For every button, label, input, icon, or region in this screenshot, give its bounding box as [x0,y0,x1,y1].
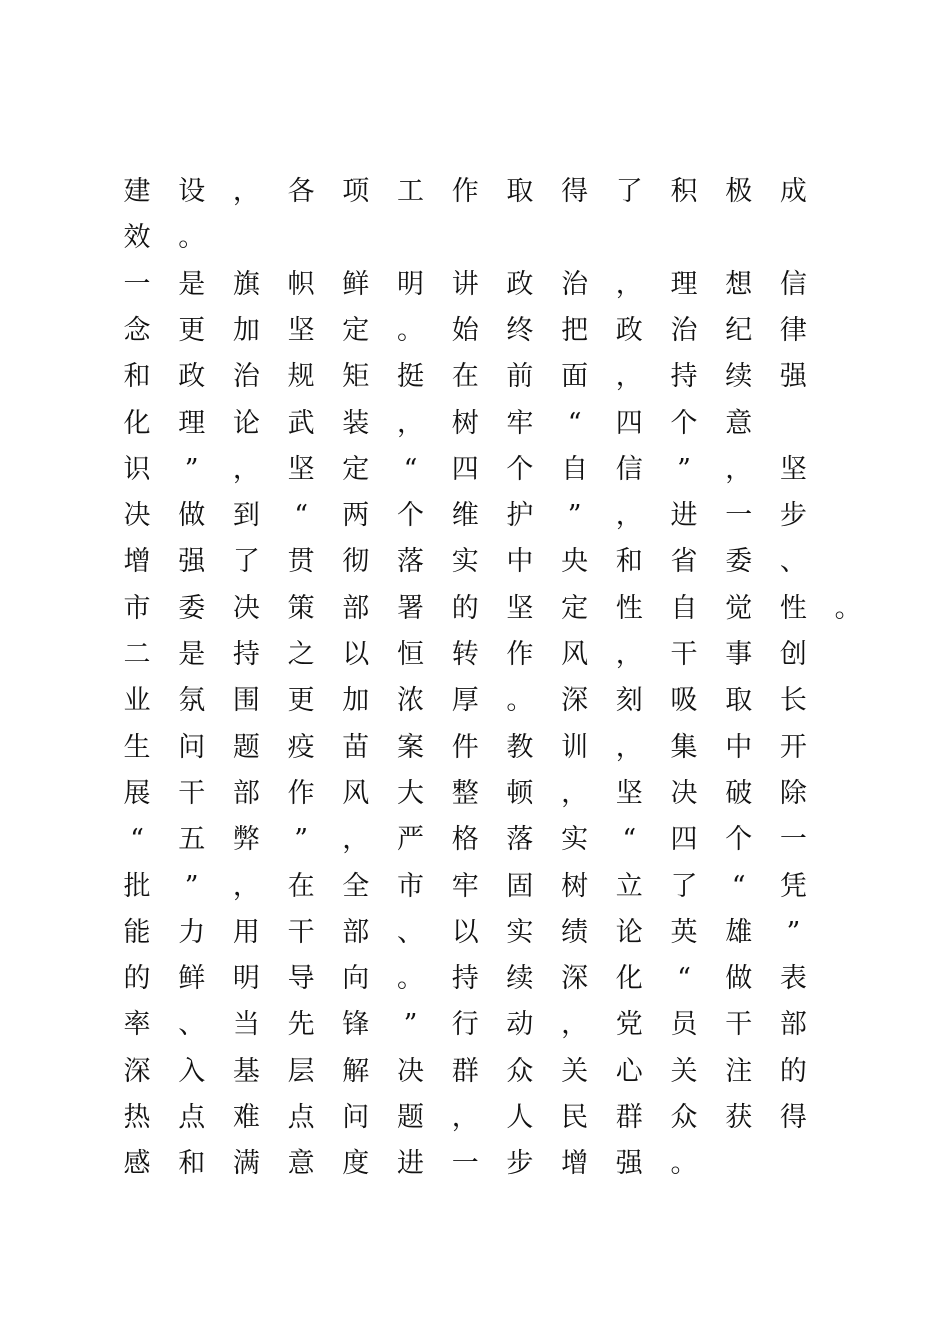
glyph: 到 [232,500,260,532]
glyph: 定 [342,314,370,346]
glyph: 向 [342,963,370,995]
glyph: 两 [342,500,370,532]
glyph: 作 [506,639,534,670]
glyph: 定 [342,453,370,485]
glyph: ， [725,453,753,485]
glyph: 深 [561,685,589,717]
glyph: 五 [178,824,206,856]
glyph: 深 [123,1055,151,1087]
glyph: 律 [779,314,807,346]
glyph: 意 [287,1148,315,1180]
glyph: 纪 [725,314,753,346]
glyph: 全 [342,870,370,902]
glyph: 信 [779,268,807,300]
glyph: 取 [506,176,534,207]
glyph: 四 [615,407,643,439]
glyph: 了 [615,176,643,207]
glyph: 开 [779,731,807,763]
text-line [0,169,950,215]
glyph: 坚 [615,777,643,809]
glyph: 刻 [615,685,643,717]
glyph: 决 [397,1055,424,1087]
glyph: 明 [232,963,260,995]
glyph: 员 [670,1009,698,1041]
glyph: 鲜 [178,963,206,995]
glyph: 坚 [287,453,315,485]
glyph: 策 [287,592,315,624]
glyph: 成 [779,176,807,207]
glyph: 意 [725,407,753,439]
glyph: ， [615,731,643,763]
glyph: 四 [670,824,698,856]
glyph: 题 [232,731,260,763]
glyph: 进 [670,500,698,532]
glyph: 度 [342,1148,370,1180]
glyph: 氛 [178,685,206,717]
glyph: 党 [615,1009,643,1041]
glyph: 强 [178,546,206,578]
glyph: 治 [670,314,698,346]
glyph: 论 [232,407,260,439]
glyph: 。 [670,1148,698,1180]
glyph: 和 [615,546,643,578]
glyph: 实 [561,824,589,856]
glyph: 和 [123,361,151,393]
glyph: ， [232,870,260,902]
glyph: 得 [561,176,589,207]
glyph: 个 [397,500,424,532]
glyph: 定 [561,592,589,624]
glyph: “ [130,824,144,856]
glyph: 题 [397,1102,424,1133]
glyph: 把 [561,314,589,346]
glyph: 做 [725,963,753,995]
glyph: 挺 [397,361,424,393]
glyph: 取 [725,685,753,717]
glyph: 集 [670,731,698,763]
glyph: 自 [670,592,698,624]
glyph: ” [786,916,801,948]
text-line [0,1002,950,1048]
glyph: ， [615,639,643,670]
glyph: 训 [561,731,589,763]
glyph: 强 [779,361,807,393]
glyph: 围 [232,685,260,717]
glyph: 牢 [451,870,479,902]
glyph: 步 [506,1148,534,1180]
glyph: 武 [287,407,315,439]
glyph: 论 [615,916,643,948]
text-line [0,1141,950,1187]
glyph: 化 [123,407,151,439]
glyph: 前 [506,361,534,393]
glyph: 转 [451,639,479,670]
glyph: 群 [451,1055,479,1087]
text-line [0,725,950,771]
glyph: 在 [451,361,479,393]
glyph: 旗 [232,268,260,300]
glyph: 个 [725,824,753,856]
glyph: ， [561,1009,589,1041]
glyph: 在 [287,870,315,902]
glyph: 个 [670,407,698,439]
glyph: 做 [178,500,206,532]
glyph: 想 [725,268,753,300]
glyph: 作 [451,176,479,207]
glyph: 市 [123,592,151,624]
text-line [0,308,950,354]
glyph: 持 [670,361,698,393]
glyph: 长 [779,685,807,717]
text-line [0,447,950,493]
glyph: ， [232,453,260,485]
glyph: 讲 [451,268,479,300]
glyph: 装 [342,407,370,439]
glyph: 积 [670,176,698,207]
glyph: 的 [779,1055,807,1087]
glyph: 当 [232,1009,260,1041]
glyph: 率 [123,1009,151,1041]
glyph: 以 [451,916,479,948]
glyph: 层 [287,1055,315,1087]
glyph: 部 [342,916,370,948]
glyph: 四 [451,453,479,485]
glyph: 大 [397,777,424,809]
glyph: 创 [779,639,807,670]
glyph: ” [677,453,691,485]
glyph: 人 [506,1102,534,1133]
glyph: 问 [342,1102,370,1133]
glyph: 部 [342,592,370,624]
glyph: 自 [561,453,589,485]
glyph: 落 [397,546,424,578]
glyph: 疫 [287,731,315,763]
glyph: 理 [670,268,698,300]
glyph: 二 [123,639,151,670]
glyph: 各 [287,176,315,207]
glyph: 难 [232,1102,260,1133]
glyph: 厚 [451,685,479,717]
glyph: 感 [123,1148,151,1180]
glyph: 维 [451,500,479,532]
glyph: 固 [506,870,534,902]
glyph: 风 [561,639,589,670]
glyph: “ [677,963,691,995]
text-line [0,215,950,261]
glyph: 动 [506,1009,534,1041]
glyph: 吸 [670,685,698,717]
glyph: 实 [506,916,534,948]
glyph: 先 [287,1009,315,1041]
glyph: 省 [670,546,698,578]
glyph: 了 [232,546,260,578]
glyph: 件 [451,731,479,763]
glyph: 信 [615,453,643,485]
glyph: ” [184,870,199,902]
glyph: 部 [232,777,260,809]
glyph: 化 [615,963,643,995]
glyph: 严 [397,824,424,856]
glyph: 教 [506,731,534,763]
glyph: 落 [506,824,534,856]
glyph: 关 [561,1055,589,1087]
glyph: 护 [506,500,534,532]
glyph: 持 [232,639,260,670]
glyph: 是 [178,639,206,670]
glyph: 市 [397,870,424,902]
text-line [0,956,950,1002]
text-line [0,493,950,539]
glyph: 心 [615,1055,643,1087]
glyph: 。 [506,685,534,717]
glyph: 群 [615,1102,643,1133]
glyph: 。 [397,963,424,995]
text-line [0,817,950,863]
glyph: 项 [342,176,370,207]
glyph: 进 [397,1148,424,1180]
glyph: 英 [670,916,698,948]
glyph: 理 [178,407,206,439]
glyph: 获 [725,1102,753,1133]
text-line [0,539,950,585]
glyph: 顿 [506,777,534,809]
glyph: 干 [670,639,698,670]
glyph: 建 [123,176,151,207]
glyph: 树 [451,407,479,439]
glyph: 雄 [725,916,753,948]
glyph: “ [731,870,746,902]
glyph: 效 [123,222,151,254]
glyph: 强 [615,1148,643,1180]
glyph: 治 [232,361,260,393]
glyph: 问 [178,731,206,763]
glyph: 政 [615,314,643,346]
glyph: 展 [123,777,151,809]
glyph: “ [622,824,637,856]
glyph: 明 [397,268,424,300]
glyph: ， [561,777,589,809]
text-line [0,678,950,724]
glyph: 破 [725,777,753,809]
glyph: 规 [287,361,315,393]
glyph: 整 [451,777,479,809]
text-line [0,1095,950,1141]
text-line [0,910,950,956]
glyph: 导 [287,963,315,995]
glyph: 树 [561,870,589,902]
glyph: 能 [123,916,151,948]
glyph: 增 [123,546,151,578]
glyph: ， [615,268,643,300]
glyph: 持 [451,963,479,995]
glyph: 续 [725,361,753,393]
glyph: 的 [123,963,151,995]
glyph: 浓 [397,685,424,717]
glyph: 央 [561,546,589,578]
glyph: 事 [725,639,753,670]
glyph: 了 [670,870,698,902]
glyph: 关 [670,1055,698,1087]
glyph: 苗 [342,731,370,763]
glyph: 决 [232,592,260,624]
glyph: 众 [506,1055,534,1087]
glyph: 干 [725,1009,753,1041]
glyph: 锋 [342,1009,370,1041]
glyph: ， [232,176,260,207]
glyph: 政 [178,361,206,393]
glyph: 民 [561,1102,589,1133]
glyph: 众 [670,1102,698,1133]
glyph: “ [294,500,308,532]
glyph: 以 [342,639,370,670]
glyph: “ [403,453,418,485]
glyph: 热 [123,1102,151,1133]
glyph: ” [403,1009,418,1041]
glyph: ， [615,361,643,393]
glyph: 恒 [397,639,424,670]
glyph: 一 [451,1148,479,1180]
text-line [0,1049,950,1095]
glyph: 的 [451,592,479,624]
text-line [0,401,950,447]
glyph: 委 [725,546,753,578]
glyph: ， [342,824,370,856]
glyph: 更 [287,685,315,717]
glyph: 。 [834,592,862,624]
glyph: 是 [178,268,206,300]
glyph: 作 [287,777,315,809]
glyph: 风 [342,777,370,809]
glyph: 性 [615,592,643,624]
text-line [0,586,950,632]
text-line [0,354,950,400]
glyph: 面 [561,361,589,393]
glyph: 中 [725,731,753,763]
glyph: 干 [178,777,206,809]
glyph: 之 [287,639,315,670]
glyph: 入 [178,1055,206,1087]
glyph: 点 [178,1102,206,1133]
text-line [0,771,950,817]
glyph: 、 [178,1009,206,1041]
glyph: 性 [779,592,807,624]
glyph: ” [567,500,582,532]
glyph: 案 [397,731,424,763]
glyph: 点 [287,1102,315,1133]
glyph: 署 [397,592,424,624]
glyph: 一 [123,268,151,300]
glyph: 牢 [506,407,534,439]
glyph: 更 [178,314,206,346]
glyph: 基 [232,1055,260,1087]
glyph: ， [397,407,424,439]
glyph: 帜 [287,268,315,300]
glyph: 政 [506,268,534,300]
text-line [0,864,950,910]
glyph: 委 [178,592,206,624]
glyph: 决 [670,777,698,809]
glyph: 干 [287,916,315,948]
glyph: 得 [779,1102,807,1133]
glyph: “ [567,407,582,439]
glyph: 续 [506,963,534,995]
glyph: 决 [123,500,151,532]
glyph: 业 [123,685,151,717]
glyph: 力 [178,916,206,948]
glyph: 表 [779,963,807,995]
glyph: 始 [451,314,479,346]
glyph: ” [184,453,199,485]
glyph: 工 [397,176,424,207]
glyph: 注 [725,1055,753,1087]
glyph: 生 [123,731,151,763]
glyph: ” [294,824,308,856]
glyph: 、 [779,546,807,578]
glyph: 彻 [342,546,370,578]
glyph: 立 [615,870,643,902]
glyph: 极 [725,176,753,207]
glyph: 念 [123,314,151,346]
glyph: 加 [232,314,260,346]
glyph: 坚 [287,314,315,346]
glyph: 一 [725,500,753,532]
glyph: 凭 [779,870,807,902]
glyph: 增 [561,1148,589,1180]
glyph: 个 [506,453,534,485]
glyph: ， [451,1102,479,1133]
glyph: 识 [123,453,151,485]
glyph: 设 [178,176,206,207]
glyph: 和 [178,1148,206,1180]
glyph: 深 [561,963,589,995]
glyph: 中 [506,546,534,578]
glyph: 坚 [779,453,807,485]
glyph: 加 [342,685,370,717]
glyph: ， [615,500,643,532]
glyph: 部 [779,1009,807,1041]
glyph: 矩 [342,361,370,393]
glyph: 格 [451,824,479,856]
glyph: 。 [397,314,424,346]
glyph: 一 [779,824,807,856]
glyph: 治 [561,268,589,300]
glyph: 。 [178,222,206,254]
glyph: 弊 [232,824,260,856]
glyph: 批 [123,870,151,902]
glyph: 、 [397,916,424,948]
glyph: 贯 [287,546,315,578]
glyph: 实 [451,546,479,578]
glyph: 用 [232,916,260,948]
glyph: 觉 [725,592,753,624]
glyph: 步 [779,500,807,532]
glyph: 终 [506,314,534,346]
text-line [0,632,950,678]
glyph: 满 [232,1148,260,1180]
glyph: 绩 [561,916,589,948]
text-line [0,262,950,308]
glyph: 坚 [506,592,534,624]
glyph: 鲜 [342,268,370,300]
glyph: 解 [342,1055,370,1087]
glyph: 行 [451,1009,479,1041]
glyph: 除 [779,777,807,809]
